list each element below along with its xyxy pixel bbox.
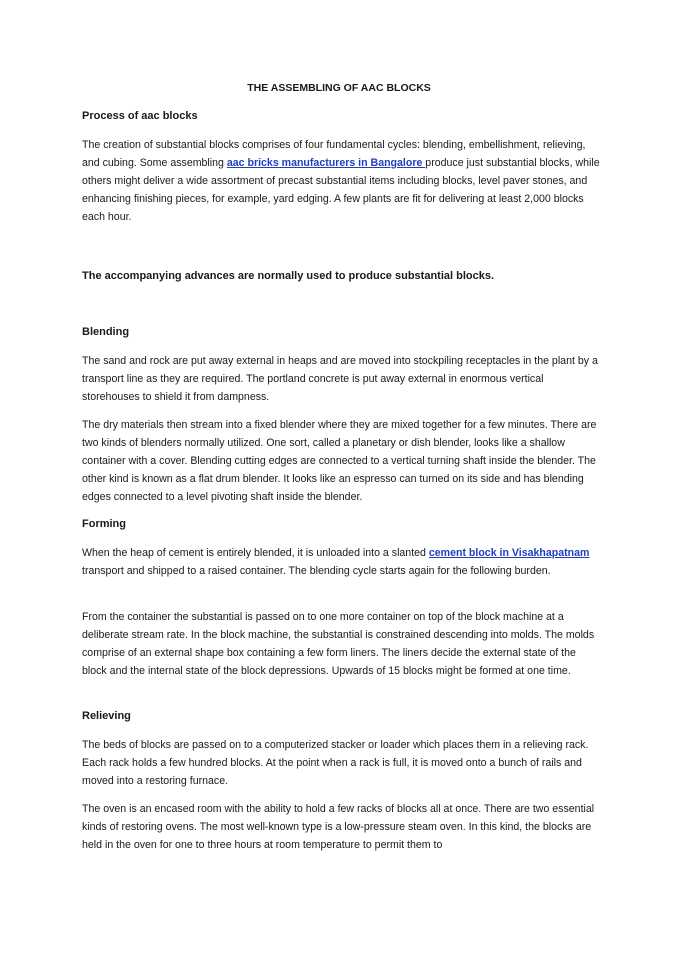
- paragraph-process: [82, 136, 602, 226]
- heading-process: Process of aac blocks: [82, 110, 198, 122]
- paragraph-process-text-before: The creation of substantial blocks comprises of four fundamental cycles: blending, embellishment, relieving, and cubing. Some assembling: [82, 139, 586, 169]
- link-aac-bricks-manufacturers[interactable]: aac bricks manufacturers in Bangalore: [226, 157, 426, 169]
- paragraph-relieving-2: The oven is an encased room with the ability to hold a few racks of blocks all at once. There are two essential kinds of restoring ovens. The most well-known type is a low-pressure steam oven. In this kind, the blocks are held in the oven for one to three hours at room temperature to permit them to: [82, 803, 595, 851]
- paragraph-forming-text-after: transport and shipped to a raised container. The blending cycle starts again for the following burden.: [82, 565, 551, 577]
- link-cement-block-visakhapatnam[interactable]: cement block in Visakhapatnam: [428, 547, 590, 559]
- heading-relieving: Relieving: [82, 710, 131, 722]
- document-title: THE ASSEMBLING OF AAC BLOCKS: [247, 82, 431, 94]
- heading-advances: The accompanying advances are normally used to produce substantial blocks.: [82, 270, 495, 282]
- paragraph-forming-text-before: When the heap of cement is entirely blended, it is unloaded into a slanted: [82, 547, 429, 559]
- paragraph-forming-2: From the container the substantial is passed on to one more container on top of the block machine at a deliberate stream rate. In the block machine, the substantial is constrained descending into molds. The molds comprise of an external shape box containing a few form liners. The liners decide the external state of the block and the internal state of the block depressions. Upwards of 15 blocks might be formed at one time.: [82, 611, 595, 677]
- paragraph-blending-2: The dry materials then stream into a fixed blender where they are mixed together for a few minutes. There are two kinds of blenders normally utilized. One sort, called a planetary or dish blender, looks like a shallow container with a cover. Blending cutting edges are connected to a vertical turning shaft inside the blender. The other kind is known as a flat drum blender. It looks like an espresso can turned on its side and has blending edges connected to a level pivoting shaft inside the blender.: [82, 419, 597, 503]
- heading-blending: Blending: [82, 326, 130, 338]
- paragraph-process-text-after: produce just substantial blocks, while others might deliver a wide assortment of precast substantial items including blocks, level paver stones, and enhancing finishing pieces, for example, yard edging. A few plants are fit for delivering at least 2,000 blocks each hour.: [82, 157, 600, 223]
- paragraph-blending-1: The sand and rock are put away external in heaps and are moved into stockpiling receptacles in the plant by a transport line as they are required. The portland concrete is put away external in enormous vertical storehouses to shield it from dampness.: [82, 355, 598, 403]
- paragraph-forming-1: [82, 544, 602, 580]
- paragraph-relieving-1: The beds of blocks are passed on to a computerized stacker or loader which places them in a relieving rack. Each rack holds a few hundred blocks. At the point when a rack is full, it is moved onto a bunch of rails and moved into a restoring furnace.: [82, 739, 589, 787]
- heading-forming: Forming: [82, 518, 126, 530]
